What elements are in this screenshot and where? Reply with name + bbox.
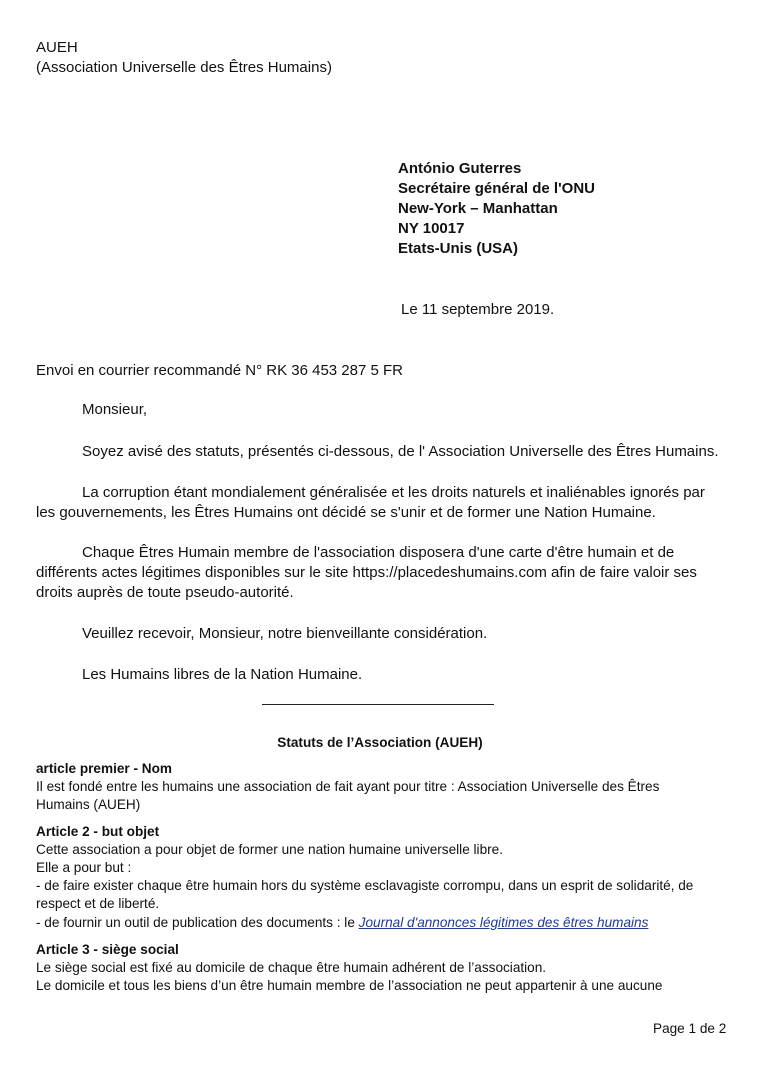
recipient-country: Etats-Unis (USA)	[398, 240, 519, 257]
paragraph-1: Soyez avisé des statuts, présentés ci-dessous, de l' Association Universelle des Êtres Humains.	[82, 443, 719, 460]
signature: Les Humains libres de la Nation Humaine.	[82, 666, 363, 683]
letter-date: Le 11 septembre 2019.	[401, 301, 555, 318]
article-3-heading: Article 3 - siège social	[36, 942, 179, 957]
salutation: Monsieur,	[82, 401, 148, 418]
article-2-line-3: - de faire exister chaque être humain hors du système esclavagiste corrompu, dans un esprit de solidarité, de	[36, 878, 694, 893]
article-2-line-5-text: - de fournir un outil de publication des documents : le	[36, 915, 359, 930]
article-1-line-1: Il est fondé entre les humains une association de fait ayant pour titre : Association Universelle des Êtres	[36, 779, 660, 794]
closing-formula: Veuillez recevoir, Monsieur, notre bienveillante considération.	[82, 625, 488, 642]
article-2-line-1: Cette association a pour objet de former une nation humaine universelle libre.	[36, 842, 503, 857]
separator-line	[262, 704, 494, 705]
paragraph-3-line-2: différents actes légitimes disponibles sur le site https://placedeshumains.com afin de faire valoir ses	[36, 564, 697, 581]
recipient-title: Secrétaire général de l'ONU	[398, 180, 595, 197]
article-2-heading: Article 2 - but objet	[36, 824, 160, 839]
article-3-line-1: Le siège social est fixé au domicile de chaque être humain adhérent de l’association.	[36, 960, 547, 975]
statutes-title: Statuts de l’Association (AUEH)	[277, 735, 483, 750]
registered-mail-number: Envoi en courrier recommandé N° RK 36 453 287 5 FR	[36, 362, 404, 379]
sender-full-name: (Association Universelle des Êtres Humains)	[36, 59, 332, 76]
article-2-line-5	[36, 914, 648, 932]
article-2-line-4: respect et de liberté.	[36, 896, 160, 911]
article-3-line-2: Le domicile et tous les biens d’un être humain membre de l’association ne peut appartenir à une aucune	[36, 978, 663, 993]
paragraph-2-line-1: La corruption étant mondialement généralisée et les droits naturels et inaliénables ignorés par	[82, 484, 705, 501]
article-1-heading: article premier - Nom	[36, 761, 172, 776]
page-number: Page 1 de 2	[653, 1021, 727, 1036]
recipient-postal: NY 10017	[398, 220, 465, 237]
sender-acronym: AUEH	[36, 39, 78, 56]
recipient-city: New-York – Manhattan	[398, 200, 558, 217]
journal-annonces-link[interactable]: Journal d'annonces légitimes des êtres humains	[358, 915, 649, 930]
paragraph-2-line-2: les gouvernements, les Êtres Humains ont décidé se s'unir et de former une Nation Humaine.	[36, 504, 656, 521]
article-2-line-2: Elle a pour but :	[36, 860, 132, 875]
article-1-line-2: Humains (AUEH)	[36, 797, 141, 812]
recipient-name: António Guterres	[398, 160, 522, 177]
paragraph-3-line-1: Chaque Êtres Humain membre de l'association disposera d'une carte d'être humain et de	[82, 544, 675, 561]
paragraph-3-line-3: droits auprès de toute pseudo-autorité.	[36, 584, 294, 601]
